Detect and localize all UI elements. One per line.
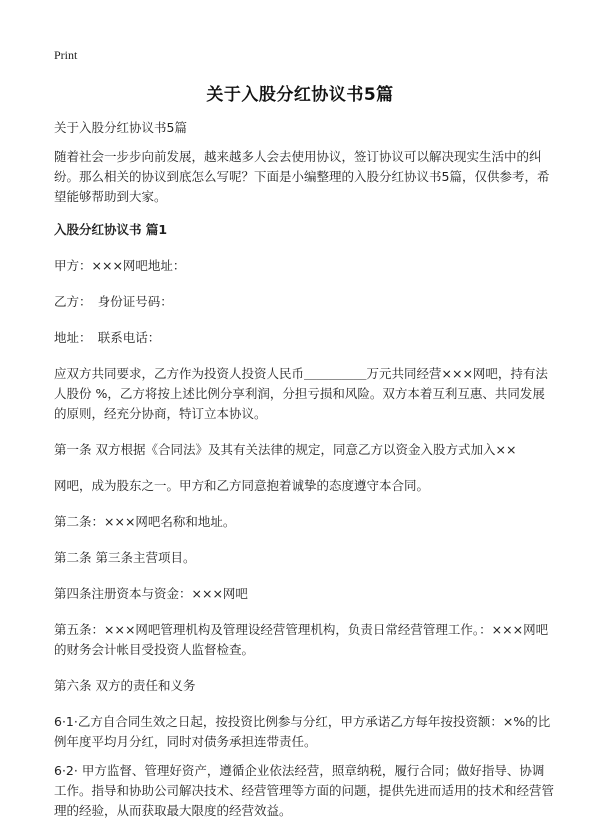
document-body (54, 118, 554, 837)
agreement-paragraph: 应双方共同要求，乙方作为投资人投资人民币＿＿＿＿＿万元共同经营×××网吧，持有法人股份 %，乙方将按上述比例分享利润，分担亏损和风险。双方本着互利互惠、共同发展的原则，经充分协商，特订立本协议。 (54, 366, 548, 421)
party-a-line: 甲方：×××网吧地址： (54, 258, 186, 273)
party-b-line: 乙方： 身份证号码： (54, 294, 173, 309)
clause-6-1: 6·1·乙方自合同生效之日起，按投资比例参与分红，甲方承诺乙方每年按投资额：×%的比例年度平均月分红，同时对债务承担连带责任。 (54, 714, 551, 749)
article-2: 第二条：×××网吧名称和地址。 (54, 514, 236, 529)
article-4: 第四条注册资本与资金：×××网吧 (54, 586, 248, 601)
article-5: 第五条：×××网吧管理机构及管理设经营管理机构，负责日常经营管理工作。：×××网吧的财务会计帐目受投资人监督检查。 (54, 622, 549, 657)
document-subtitle: 关于入股分红协议书5篇 (54, 120, 187, 135)
article-1-continued: 网吧，成为股东之一。甲方和乙方同意抱着诚挚的态度遵守本合同。 (54, 478, 430, 493)
section-heading: 入股分红协议书 篇1 (54, 222, 168, 237)
article-1: 第一条 双方根据《合同法》及其有关法律的规定，同意乙方以资金入股方式加入×× (54, 442, 517, 457)
article-6: 第六条 双方的责任和义务 (54, 678, 196, 693)
print-link[interactable]: Print (54, 48, 78, 62)
clause-6-2: 6·2· 甲方监督、管理好资产，遵循企业依法经营，照章纳税，履行合同；做好指导、协调工作。指导和协助公司解决技术、经营管理等方面的问题，提供先进而适用的技术和经营管理的经验，从而获取最大限度的经营效益。 (54, 763, 555, 818)
article-3: 第二条 第三条主营项目。 (54, 550, 196, 565)
address-line: 地址： 联系电话： (54, 330, 161, 345)
intro-paragraph: 随着社会一步步向前发展，越来越多人会去使用协议，签订协议可以解决现实生活中的纠纷。那么相关的协议到底怎么写呢？下面是小编整理的入股分红协议书5篇，仅供参考，希望能够帮助到大家。 (54, 149, 550, 204)
document-title: 关于入股分红协议书5篇 (206, 85, 394, 105)
